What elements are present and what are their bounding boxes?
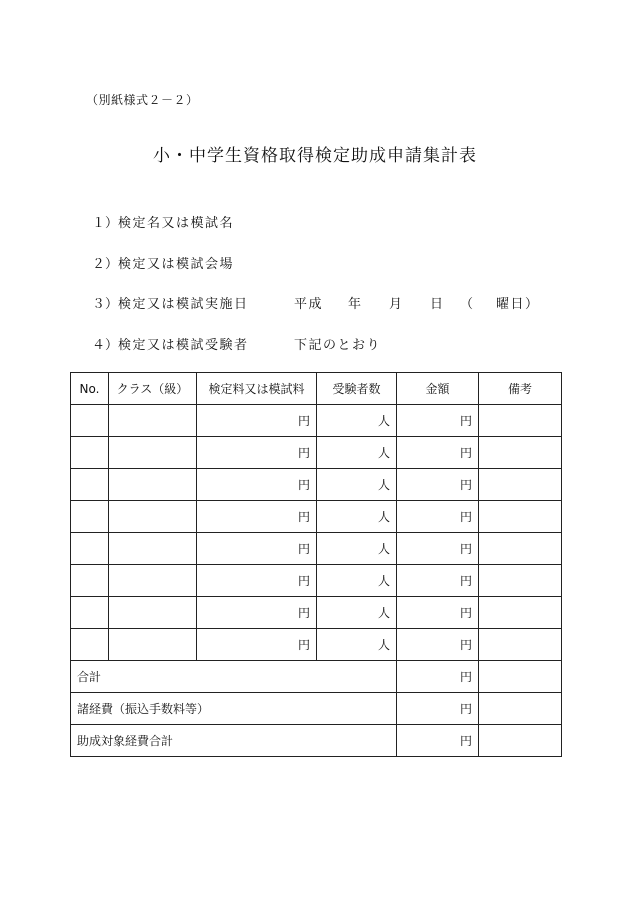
total-amount[interactable]: 円 (397, 661, 479, 693)
item-examinees (92, 334, 382, 353)
column-header-note: 備考 (479, 373, 562, 405)
cell-note[interactable] (479, 533, 562, 565)
item-number: ２） (92, 257, 119, 272)
cell-class[interactable] (109, 629, 197, 661)
cell-count[interactable]: 人 (317, 565, 397, 597)
item-number: ４） (92, 338, 119, 353)
cell-note[interactable] (479, 469, 562, 501)
grand-total-note[interactable] (479, 725, 562, 757)
cell-amount[interactable]: 円 (397, 405, 479, 437)
item-label: 検定又は模試受験者 (118, 338, 249, 353)
date-month: 月 (389, 297, 404, 312)
column-header-count: 受験者数 (317, 373, 397, 405)
total-row (71, 661, 562, 693)
cell-no[interactable] (71, 405, 109, 437)
cell-no[interactable] (71, 469, 109, 501)
cell-class[interactable] (109, 597, 197, 629)
cell-fee[interactable]: 円 (197, 597, 317, 629)
cell-fee[interactable]: 円 (197, 533, 317, 565)
cell-amount[interactable]: 円 (397, 469, 479, 501)
table-row (71, 629, 562, 661)
table-row (71, 437, 562, 469)
total-note[interactable] (479, 661, 562, 693)
item-exam-name (92, 212, 234, 231)
page-title: 小・中学生資格取得検定助成申請集計表 (153, 146, 477, 166)
item-label: 検定又は模試会場 (118, 257, 235, 272)
grand-total-row (71, 725, 562, 757)
expenses-amount[interactable]: 円 (397, 693, 479, 725)
cell-fee[interactable]: 円 (197, 469, 317, 501)
total-label: 合計 (71, 661, 397, 693)
cell-count[interactable]: 人 (317, 597, 397, 629)
date-year: 年 (348, 297, 363, 312)
table-row (71, 501, 562, 533)
cell-note[interactable] (479, 629, 562, 661)
item-number: １） (92, 216, 119, 231)
cell-note[interactable] (479, 597, 562, 629)
cell-no[interactable] (71, 533, 109, 565)
expenses-label: 諸経費（振込手数料等） (71, 693, 397, 725)
cell-amount[interactable]: 円 (397, 437, 479, 469)
cell-amount[interactable]: 円 (397, 597, 479, 629)
cell-class[interactable] (109, 469, 197, 501)
summary-table (70, 372, 562, 757)
cell-class[interactable] (109, 437, 197, 469)
cell-count[interactable]: 人 (317, 469, 397, 501)
cell-amount[interactable]: 円 (397, 629, 479, 661)
table-row (71, 533, 562, 565)
cell-fee[interactable]: 円 (197, 437, 317, 469)
date-weekday: 曜日） (496, 297, 540, 312)
table-row (71, 469, 562, 501)
cell-fee[interactable]: 円 (197, 565, 317, 597)
cell-no[interactable] (71, 597, 109, 629)
cell-amount[interactable]: 円 (397, 565, 479, 597)
table-row (71, 565, 562, 597)
cell-fee[interactable]: 円 (197, 501, 317, 533)
cell-class[interactable] (109, 565, 197, 597)
grand-total-amount[interactable]: 円 (397, 725, 479, 757)
date-era: 平成 (294, 297, 324, 312)
cell-class[interactable] (109, 533, 197, 565)
item-label: 検定又は模試実施日 (118, 297, 249, 312)
item-label: 検定名又は模試名 (118, 216, 235, 231)
cell-note[interactable] (479, 565, 562, 597)
item-exam-venue (92, 253, 234, 272)
cell-note[interactable] (479, 501, 562, 533)
cell-no[interactable] (71, 437, 109, 469)
form-code: （別紙様式２－２） (86, 93, 199, 107)
item-number: ３） (92, 297, 119, 312)
cell-amount[interactable]: 円 (397, 501, 479, 533)
cell-no[interactable] (71, 629, 109, 661)
cell-count[interactable]: 人 (317, 405, 397, 437)
cell-count[interactable]: 人 (317, 501, 397, 533)
table-row (71, 597, 562, 629)
table-row (71, 405, 562, 437)
cell-count[interactable]: 人 (317, 437, 397, 469)
cell-amount[interactable]: 円 (397, 533, 479, 565)
cell-count[interactable]: 人 (317, 629, 397, 661)
cell-class[interactable] (109, 405, 197, 437)
cell-no[interactable] (71, 565, 109, 597)
cell-fee[interactable]: 円 (197, 629, 317, 661)
column-header-amount: 金額 (397, 373, 479, 405)
column-header-class: クラス（級） (109, 373, 197, 405)
date-paren-open: （ (460, 297, 475, 312)
column-header-fee: 検定料又は模試料 (197, 373, 317, 405)
cell-note[interactable] (479, 405, 562, 437)
cell-note[interactable] (479, 437, 562, 469)
expenses-row (71, 693, 562, 725)
item-exam-date (92, 293, 540, 312)
table-header-row (71, 373, 562, 405)
cell-no[interactable] (71, 501, 109, 533)
expenses-note[interactable] (479, 693, 562, 725)
item-value: 下記のとおり (294, 338, 382, 353)
grand-total-label: 助成対象経費合計 (71, 725, 397, 757)
column-header-no: No. (71, 373, 109, 405)
cell-class[interactable] (109, 501, 197, 533)
date-day: 日 (430, 297, 445, 312)
cell-count[interactable]: 人 (317, 533, 397, 565)
cell-fee[interactable]: 円 (197, 405, 317, 437)
